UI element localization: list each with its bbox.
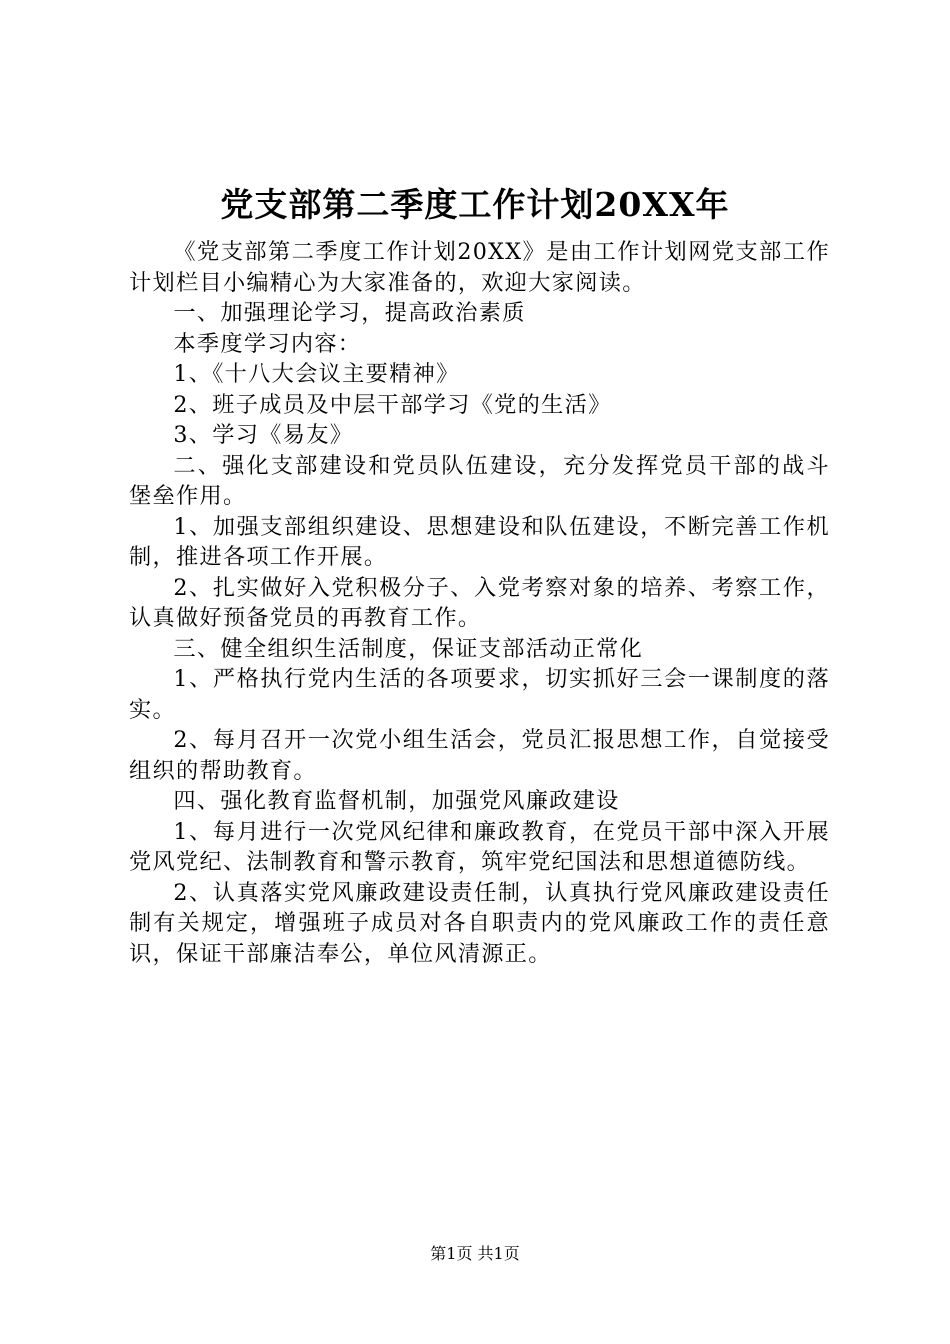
- list-item: 2、认真落实党风廉政建设责任制，认真执行党风廉政建设责任制有关规定，增强班子成员对各自职责内的党风廉政工作的责任意识，保证干部廉洁奉公，单位风清源正。: [129, 879, 830, 967]
- list-item: 2、每月召开一次党小组生活会，党员汇报思想工作，自觉接受组织的帮助教育。: [129, 727, 830, 784]
- list-item: 2、班子成员及中层干部学习《党的生活》: [173, 391, 612, 418]
- section-heading-1: 一、加强理论学习，提高政治素质: [173, 300, 526, 326]
- list-item: 1、严格执行党内生活的各项要求，切实抓好三会一课制度的落实。: [129, 666, 830, 723]
- section-heading-4: 四、强化教育监督机制，加强党风廉政建设: [173, 788, 620, 814]
- list-item: 1、每月进行一次党风纪律和廉政教育，在党员干部中深入开展党风党纪、法制教育和警示教育，筑牢党纪国法和思想道德防线。: [129, 818, 830, 875]
- document-body: [129, 237, 830, 969]
- list-item: 2、扎实做好入党积极分子、入党考察对象的培养、考察工作，认真做好预备党员的再教育工作。: [129, 574, 830, 631]
- paragraph-intro: 《党支部第二季度工作计划20XX》是由工作计划网党支部工作计划栏目小编精心为大家准备的，欢迎大家阅读。: [129, 239, 830, 296]
- list-item: 3、学习《易友》: [173, 422, 354, 448]
- paragraph: 本季度学习内容：: [173, 330, 362, 357]
- list-item: 1、加强支部组织建设、思想建设和队伍建设，不断完善工作机制，推进各项工作开展。: [129, 513, 830, 570]
- page-footer: 第1页 共1页: [430, 1244, 520, 1263]
- page-title: 党支部第二季度工作计划20XX年: [220, 185, 730, 224]
- section-heading-2: 二、强化支部建设和党员队伍建设，充分发挥党员干部的战斗堡垒作用。: [129, 452, 830, 509]
- list-item: 1、《十八大会议主要精神》: [173, 361, 460, 387]
- section-heading-3: 三、健全组织生活制度，保证支部活动正常化: [173, 635, 644, 662]
